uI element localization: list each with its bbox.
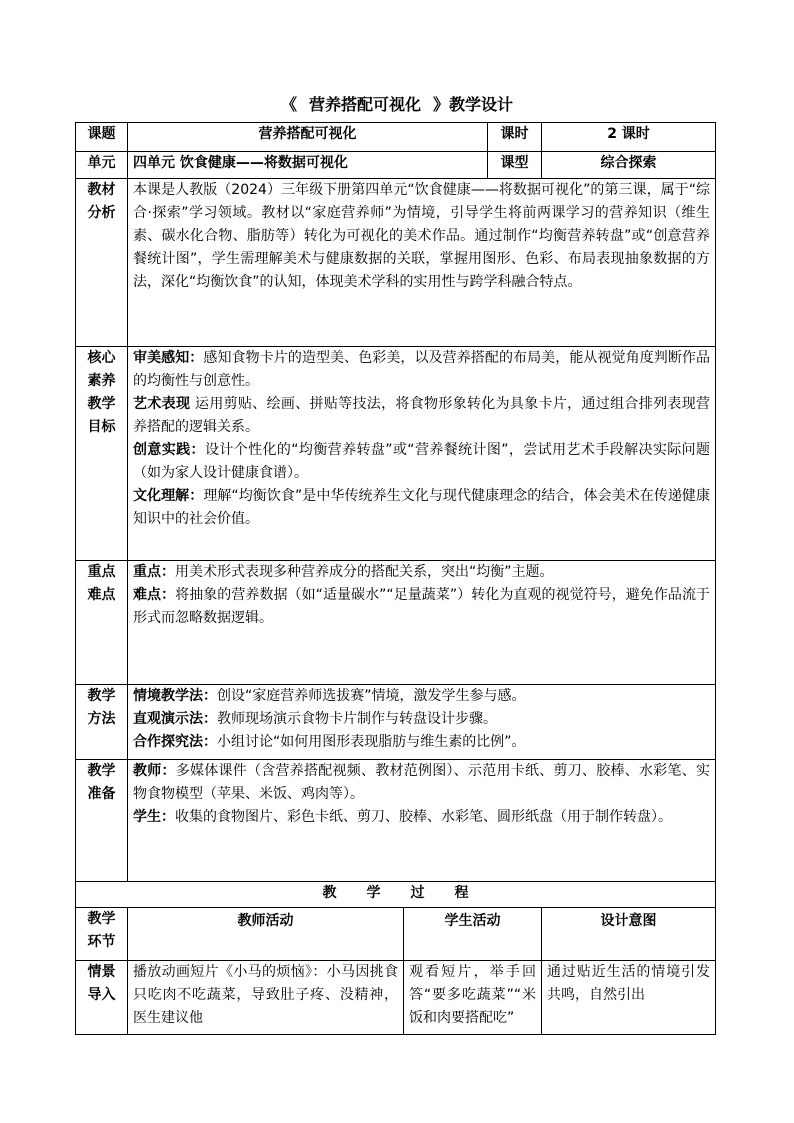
hours-label: 课时	[488, 123, 542, 152]
keypoint-text: 将抽象的营养数据（如“适量碳水”“足量蔬菜”）转化为直观的视觉符号，避免作品流于形式而忽略数据逻辑。	[133, 587, 711, 626]
process-header-stage: 教学环节	[76, 908, 128, 961]
prep-key: 教师：	[133, 763, 176, 779]
goal-key: 文化理解：	[133, 488, 204, 504]
analysis-text: 本课是人教版（2024）三年级下册第四单元“饮食健康——将数据可视化”的第三课，属于“综合·探索”学习领域。教材以“家庭营养师”为情境，引导学生将前两课学习的营养知识（维生素、碳水化合物、脂肪等）转化为可视化的美术作品。通过制作“均衡营养转盘”或“创意营养餐统计图”，学生需理解美术与健康数据的关联，掌握用图形、色彩、布局表现抽象数据的方法，深化“均衡饮食”的认知，体现美术学科的实用性与跨学科融合特点。	[128, 179, 716, 347]
process-title-row	[76, 882, 716, 908]
keypoint-key: 难点：	[133, 587, 176, 603]
document-title: 《 营养搭配可视化 》教学设计	[280, 95, 514, 114]
process-design-intent: 通过贴近生活的情境引发共鸣，自然引出	[542, 961, 716, 1035]
goal-item	[133, 393, 710, 439]
process-header-teacher: 教师活动	[128, 908, 404, 961]
process-header-intent: 设计意图	[542, 908, 716, 961]
unit-row	[76, 152, 716, 179]
prep-label: 教学准备	[76, 760, 128, 882]
method-key: 合作探究法：	[133, 734, 217, 750]
method-key: 情境教学法：	[133, 688, 217, 704]
keypoint-text: 用美术形式表现多种营养成分的搭配关系，突出“均衡”主题。	[175, 564, 554, 580]
goal-text: 运用剪贴、绘画、拼贴等技法，将食物形象转化为具象卡片，通过组合排列表现营养搭配的逻辑关系。	[133, 396, 711, 435]
analysis-label: 教材分析	[76, 179, 128, 347]
method-item	[133, 731, 710, 754]
goals-row	[76, 347, 716, 561]
prep-row	[76, 760, 716, 882]
method-item	[133, 685, 710, 708]
prep-text: 多媒体课件（含营养搭配视频、教材范例图）、示范用卡纸、剪刀、胶棒、水彩笔、实物食物模型（苹果、米饭、鸡肉等）。	[133, 763, 710, 802]
process-title: 教学过程	[76, 882, 716, 908]
topic-value: 营养搭配可视化	[128, 123, 488, 152]
goal-key: 创意实践：	[133, 442, 205, 458]
unit-value: 四单元 饮食健康——将数据可视化	[128, 152, 488, 179]
process-student-activity: 观看短片，举手回答“要多吃蔬菜”“米饭和肉要搭配吃”	[404, 961, 542, 1035]
prep-content	[128, 760, 716, 882]
prep-key: 学生：	[133, 809, 175, 825]
process-header-row	[76, 908, 716, 961]
prep-text: 收集的食物图片、彩色卡纸、剪刀、胶棒、水彩笔、圆形纸盘（用于制作转盘）。	[175, 809, 672, 825]
type-value: 综合探索	[542, 152, 716, 179]
topic-row	[76, 123, 716, 152]
keypoints-content	[128, 561, 716, 685]
process-teacher-activity: 播放动画短片《小马的烦恼》：小马因挑食只吃肉不吃蔬菜，导致肚子疼、没精神，医生建议他	[128, 961, 404, 1035]
method-text: 教师现场演示食物卡片制作与转盘设计步骤。	[217, 711, 497, 727]
method-text: 创设“家庭营养师选拔赛”情境，激发学生参与感。	[217, 688, 526, 704]
unit-label: 单元	[76, 152, 128, 179]
methods-content	[128, 685, 716, 760]
lesson-plan-table	[75, 122, 716, 1035]
keypoint-key: 重点：	[133, 564, 175, 580]
keypoints-label: 重点难点	[76, 561, 128, 685]
method-key: 直观演示法：	[133, 711, 217, 727]
prep-item	[133, 806, 710, 829]
goal-item	[133, 347, 710, 393]
process-stage: 情景导入	[76, 961, 128, 1035]
methods-label: 教学方法	[76, 685, 128, 760]
goal-key: 审美感知：	[133, 350, 204, 366]
goal-key: 艺术表现	[133, 396, 191, 412]
keypoint-item	[133, 561, 710, 584]
keypoint-item	[133, 584, 710, 630]
method-text: 小组讨论“如何用图形表现脂肪与维生素的比例”。	[217, 734, 526, 750]
goal-item	[133, 439, 710, 485]
goal-text: 感知食物卡片的造型美、色彩美，以及营养搭配的布局美，能从视觉角度判断作品的均衡性与创意性。	[133, 350, 710, 389]
methods-row	[76, 685, 716, 760]
analysis-row	[76, 179, 716, 347]
keypoints-row	[76, 561, 716, 685]
goal-text: 设计个性化的“均衡营养转盘”或“营养餐统计图”，尝试用艺术手段解决实际问题（如为家人设计健康食谱）。	[133, 442, 710, 481]
goal-item	[133, 485, 710, 531]
topic-label: 课题	[76, 123, 128, 152]
goal-text: 理解“均衡饮食”是中华传统养生文化与现代健康理念的结合，体会美术在传递健康知识中的社会价值。	[133, 488, 710, 527]
method-item	[133, 708, 710, 731]
goals-content	[128, 347, 716, 561]
prep-item	[133, 760, 710, 806]
hours-value: 2 课时	[542, 123, 716, 152]
type-label: 课型	[488, 152, 542, 179]
goals-label: 核心素养教学目标	[76, 347, 128, 561]
process-header-student: 学生活动	[404, 908, 542, 961]
process-row	[76, 961, 716, 1035]
